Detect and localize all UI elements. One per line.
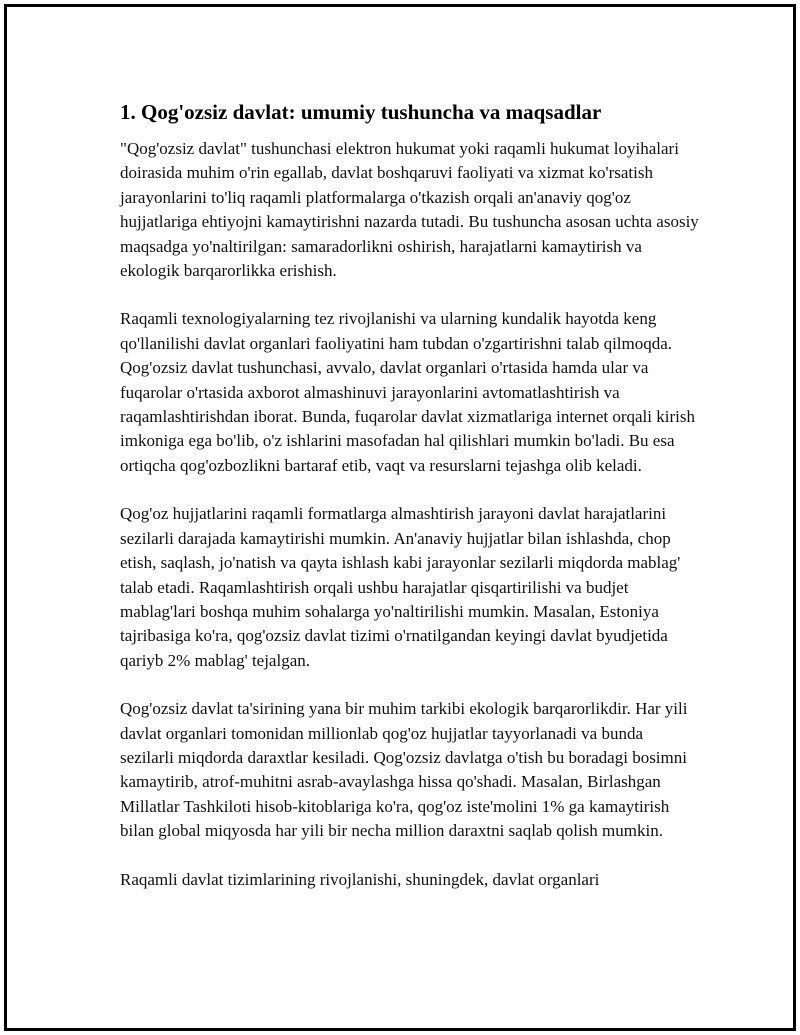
paragraph-2: Raqamli texnologiyalarning tez rivojlanishi va ularning kundalik hayotda keng qo'llanilishi davlat organlari faoliyatini ham tubdan o'zgartirishni talab qilmoqda. Qog'ozsiz davlat tushunchasi, avvalo, davlat organlari o'rtasida hamda ular va fuqarolar o'rtasida axborot almashinuvi jarayonlarini avtomatlashtirish va raqamlashtirishdan iborat. Bunda, fuqarolar davlat xizmatlariga internet orqali kirish imkoniga ega bo'lib, o'z ishlarini masofadan hal qilishlari mumkin bo'ladi. Bu esa ortiqcha qog'ozbozlikni bartaraf etib, vaqt va resurslarni tejashga olib keladi. (120, 309, 695, 475)
section-heading: 1. Qog'ozsiz davlat: umumiy tushuncha va maqsadlar (120, 100, 602, 124)
document-body (120, 99, 700, 916)
paragraph-1: "Qog'ozsiz davlat" tushunchasi elektron hukumat yoki raqamli hukumat loyihalari doirasida muhim o'rin egallab, davlat boshqaruvi faoliyati va xizmat ko'rsatish jarayonlarini to'liq raqamli platformalarga o'tkazish orqali an'anaviy qog'oz hujjatlariga ehtiyojni kamaytirishni nazarda tutadi. Bu tushuncha asosan uchta asosiy maqsadga yo'naltirilgan: samaradorlikni oshirish, harajatlarni kamaytirish va ekologik barqarorlikka erishish. (120, 139, 699, 281)
paragraph-3: Qog'oz hujjatlarini raqamli formatlarga almashtirish jarayoni davlat harajatlarini sezilarli darajada kamaytirishi mumkin. An'anaviy hujjatlar bilan ishlashda, chop etish, saqlash, jo'natish va qayta ishlash kabi jarayonlar sezilarli miqdorda mablag' talab etadi. Raqamlashtirish orqali ushbu harajatlar qisqartirilishi va budjet mablag'lari boshqa muhim sohalarga yo'naltirilishi mumkin. Masalan, Estoniya tajribasiga ko'ra, qog'ozsiz davlat tizimi o'rnatilgandan keyingi davlat byudjetida qariyb 2% mablag' tejalgan. (120, 504, 681, 670)
page-frame (4, 4, 796, 1031)
paragraph-4: Qog'ozsiz davlat ta'sirining yana bir muhim tarkibi ekologik barqarorlikdir. Har yili davlat organlari tomonidan millionlab qog'oz hujjatlar tayyorlanadi va bunda sezilarli miqdorda daraxtlar kesiladi. Qog'ozsiz davlatga o'tish bu boradagi bosimni kamaytirib, atrof-muhitni asrab-avaylashga hissa qo'shadi. Masalan, Birlashgan Millatlar Tashkiloti hisob-kitoblariga ko'ra, qog'oz iste'molini 1% ga kamaytirish bilan global miqyosda har yili bir necha million daraxtni saqlab qolish mumkin. (120, 699, 688, 841)
paragraph-5: Raqamli davlat tizimlarining rivojlanishi, shuningdek, davlat organlari (120, 869, 600, 889)
